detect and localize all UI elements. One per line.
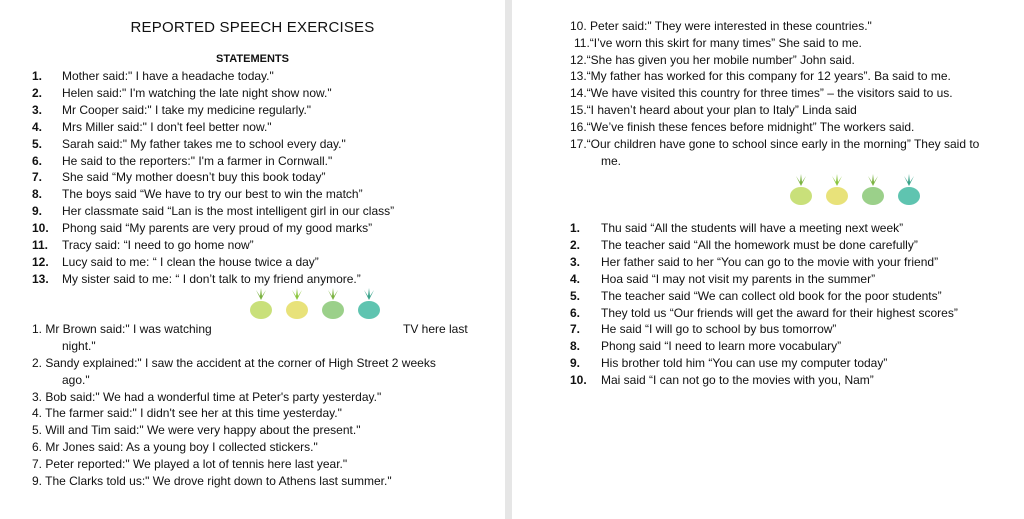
right-line-13: 13.“My father has worked for this company for 12 years”. Ba said to me. xyxy=(570,69,951,83)
pineapple-divider-icon xyxy=(246,288,384,320)
item-text: Hoa said “I may not visit my parents in the summer” xyxy=(601,271,876,286)
item-number: 11. xyxy=(32,238,49,252)
item-text: Phong said “I need to learn more vocabulary” xyxy=(601,339,842,354)
item-text: Sarah said:" My father takes me to school every day." xyxy=(62,136,346,151)
right-line-15: 15.“I haven’t heard about your plan to Italy” Linda said xyxy=(570,103,857,117)
item-text: Her classmate said “Lan is the most intelligent girl in our class” xyxy=(62,204,395,219)
item-number: 6. xyxy=(32,153,43,168)
right-line-16: 16.“We’ve finish these fences before midnight” The workers said. xyxy=(570,120,915,134)
left-page xyxy=(0,0,505,519)
item-number: 9. xyxy=(32,204,43,219)
item-number: 7. xyxy=(570,322,581,337)
pineapple-icon xyxy=(894,174,924,206)
item-text: His brother told him “You can use my computer today” xyxy=(601,356,888,371)
item-text: My sister said to me: “ I don’t talk to my friend anymore.” xyxy=(62,271,361,286)
item-text: Mai said “I can not go to the movies with you, Nam” xyxy=(601,373,874,388)
item-text: Phong said “My parents are very proud of my good marks” xyxy=(62,221,373,236)
item-text: Lucy said to me: “ I clean the house twice a day” xyxy=(62,254,319,269)
pineapple-icon xyxy=(858,174,888,206)
past-line-1a: 1. Mr Brown said:" I was watching xyxy=(32,322,212,336)
item-text: Tracy said: “I need to go home now” xyxy=(62,238,254,252)
past-line-4: 4. The farmer said:" I didn't see her at this time yesterday." xyxy=(32,406,342,420)
item-number: 9. xyxy=(570,356,581,371)
item-number: 1. xyxy=(32,69,43,83)
item-text: The boys said “We have to try our best to win the match” xyxy=(62,187,363,202)
page-title: REPORTED SPEECH EXERCISES xyxy=(130,19,375,36)
pineapple-icon xyxy=(786,174,816,206)
item-text: They told us “Our friends will get the award for their highest scores” xyxy=(601,305,958,320)
past-line-8: 9. The Clarks told us:" We drove right down to Athens last summer." xyxy=(32,474,392,488)
past-line-3: 3. Bob said:" We had a wonderful time at Peter's party yesterday." xyxy=(32,390,382,404)
item-text: She said “My mother doesn’t buy this book today” xyxy=(62,170,326,185)
item-text: Mr Cooper said:" I take my medicine regularly." xyxy=(62,102,312,117)
item-text: Her father said to her “You can go to the movie with your friend” xyxy=(601,254,939,269)
item-text: The teacher said “All the homework must be done carefully” xyxy=(601,237,918,252)
item-number: 1. xyxy=(570,221,581,235)
item-number: 3. xyxy=(32,102,43,117)
item-text: He said to the reporters:" I'm a farmer in Cornwall." xyxy=(62,153,333,168)
right-line-17a: 17.“Our children have gone to school since early in the morning” They said to xyxy=(570,137,980,151)
item-number: 3. xyxy=(570,254,581,269)
right-page xyxy=(512,0,1024,519)
item-number: 10. xyxy=(570,373,587,388)
past-line-2a: 2. Sandy explained:" I saw the accident at the corner of High Street 2 weeks xyxy=(32,356,436,370)
item-number: 4. xyxy=(32,119,43,134)
past-line-1b: TV here last xyxy=(403,322,468,336)
item-text: Mrs Miller said:" I don't feel better now." xyxy=(62,119,272,134)
item-number: 13. xyxy=(32,271,49,286)
pineapple-icon xyxy=(318,288,348,320)
item-text: He said “I will go to school by bus tomorrow” xyxy=(601,322,837,337)
item-number: 10. xyxy=(32,221,49,236)
item-number: 6. xyxy=(570,305,581,320)
item-number: 8. xyxy=(570,339,581,354)
item-text: Mother said:" I have a headache today." xyxy=(62,69,274,83)
item-number: 5. xyxy=(570,288,581,303)
section-subtitle: STATEMENTS xyxy=(216,53,289,65)
past-line-6: 6. Mr Jones said: As a young boy I collected stickers." xyxy=(32,440,318,454)
pineapple-icon xyxy=(354,288,384,320)
item-text: The teacher said “We can collect old book for the poor students” xyxy=(601,288,942,303)
right-line-12: 12.“She has given you her mobile number” John said. xyxy=(570,53,855,67)
right-line-17b: me. xyxy=(601,154,622,168)
pineapple-icon xyxy=(282,288,312,320)
past-line-5: 5. Will and Tim said:" We were very happy about the present." xyxy=(32,423,361,437)
right-line-14: 14.“We have visited this country for three times” – the visitors said to us. xyxy=(570,86,953,100)
item-text: Thu said “All the students will have a meeting next week” xyxy=(601,221,904,235)
past-line-1c: night." xyxy=(62,339,96,353)
item-number: 5. xyxy=(32,136,43,151)
pineapple-icon xyxy=(822,174,852,206)
past-line-2b: ago." xyxy=(62,373,90,387)
item-number: 2. xyxy=(32,85,43,100)
right-line-10: 10. Peter said:" They were interested in these countries." xyxy=(570,19,872,33)
item-number: 2. xyxy=(570,237,581,252)
past-line-7: 7. Peter reported:" We played a lot of tennis here last year." xyxy=(32,457,348,471)
item-number: 12. xyxy=(32,254,49,269)
item-number: 4. xyxy=(570,271,581,286)
item-text: Helen said:" I'm watching the late night show now." xyxy=(62,85,332,100)
right-line-11: 11.“I’ve worn this skirt for many times” She said to me. xyxy=(574,36,862,50)
item-number: 8. xyxy=(32,187,43,202)
pineapple-icon xyxy=(246,288,276,320)
item-number: 7. xyxy=(32,170,43,185)
pineapple-divider-icon xyxy=(786,174,924,206)
